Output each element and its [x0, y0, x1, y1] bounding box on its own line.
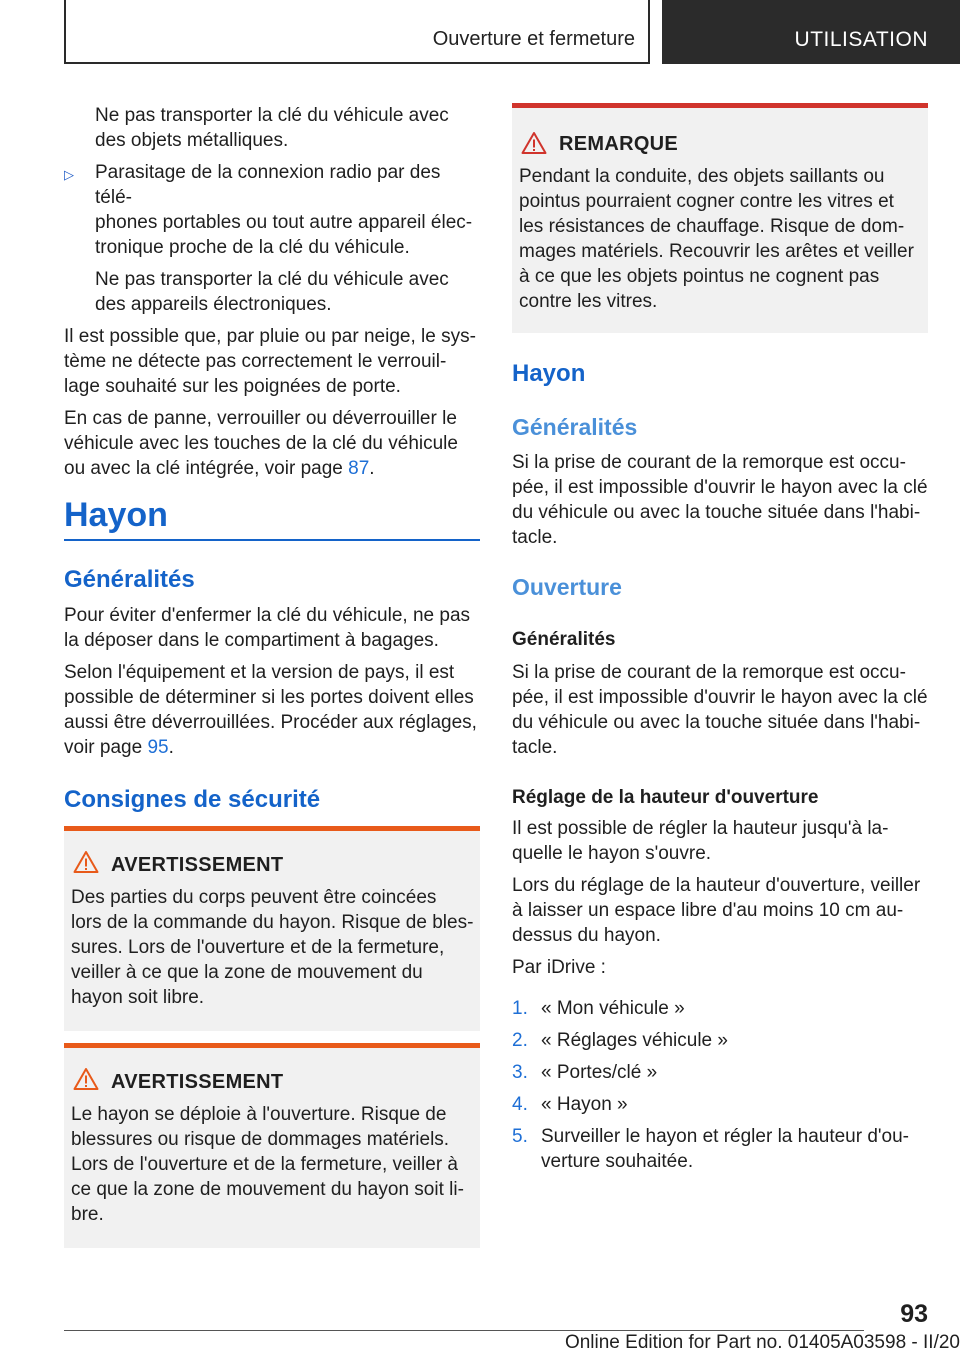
footer-edition: Online Edition for Part no. 01405A03598 - II/20 [564, 1332, 960, 1353]
warning-triangle-icon [73, 1067, 99, 1091]
text-line: phones portables ou tout autre appareil élec- [95, 212, 473, 233]
text-line: à ce que les objets pointus ne cognent pas [519, 266, 880, 287]
text-line: Surveiller le hayon et régler la hauteur d'ou- [541, 1126, 910, 1147]
step-number: 1. [512, 998, 528, 1019]
text-line: sures. Lors de l'ouverture et de la fermeture, [71, 937, 445, 958]
header-frame-right [648, 0, 650, 64]
step-text: « Réglages véhicule » [541, 1030, 728, 1051]
text-line: Ne pas transporter la clé du véhicule avec [95, 269, 449, 290]
text-line: tacle. [512, 737, 558, 758]
text-segment: ou avec la clé intégrée, voir page [64, 458, 349, 479]
text-line: hayon soit libre. [71, 987, 205, 1008]
idrive-steps-list [512, 996, 928, 1174]
text-line: aussi être déverrouillées. Procéder aux réglages, [64, 712, 477, 733]
text-line: Si la prise de courant de la remorque est occu- [512, 452, 906, 473]
step-number: 3. [512, 1062, 528, 1083]
warning-triangle-icon [73, 850, 99, 874]
text-line: la déposer dans le compartiment à bagages. [64, 630, 439, 651]
text-line: Ne pas transporter la clé du véhicule avec [95, 105, 449, 126]
warning-text [71, 1102, 476, 1227]
page-number: 93 [900, 1300, 928, 1328]
text-line: veiller à ce que la zone de mouvement du [71, 962, 423, 983]
text-line: dessus du hayon. [512, 925, 661, 946]
warning-box-bar [64, 1043, 480, 1048]
note-title: REMARQUE [559, 133, 679, 155]
header-section-title: Ouverture et fermeture [432, 28, 635, 50]
list-item [512, 996, 928, 1021]
text-line: tronique proche de la clé du véhicule. [95, 237, 410, 258]
text-line: contre les vitres. [519, 291, 658, 312]
footer-rule [64, 1330, 864, 1331]
section-heading-rule [64, 539, 480, 541]
text-segment: . [168, 737, 174, 758]
text-line: Si la prise de courant de la remorque est occu- [512, 662, 906, 683]
bullet-item [64, 160, 480, 260]
subsubheading-reglage: Réglage de la hauteur d'ouverture [512, 787, 819, 808]
text-segment: voir page [64, 737, 148, 758]
text-line: Lors du réglage de la hauteur d'ouverture, veiller [512, 875, 921, 896]
text-line: mages matériels. Recouvrir les arêtes et veiller [519, 241, 914, 262]
left-intro-text [64, 103, 480, 481]
text-line [64, 456, 480, 481]
text-line: pée, il est impossible d'ouvrir le hayon avec la clé [512, 687, 928, 708]
text-line: ce que la zone de mouvement du hayon soit li- [71, 1179, 464, 1200]
step-text: « Mon véhicule » [541, 998, 685, 1019]
warning-box-bar [64, 826, 480, 831]
text-line: bre. [71, 1204, 104, 1225]
text-segment: . [369, 458, 375, 479]
warning-triangle-icon [521, 131, 547, 155]
section-heading-hayon: Hayon [64, 496, 168, 534]
subheading-generalites: Généralités [64, 566, 195, 593]
text-line: lors de la commande du hayon. Risque de bles- [71, 912, 474, 933]
text-line: Parasitage de la connexion radio par des télé- [95, 162, 441, 208]
step-text: « Hayon » [541, 1094, 628, 1115]
note-box [512, 103, 928, 333]
text-line: les résistances de chauffage. Risque de dom- [519, 216, 905, 237]
list-item [512, 1124, 928, 1174]
subsubheading-generalites: Généralités [512, 629, 616, 650]
text-line: des objets métalliques. [95, 130, 289, 151]
step-number: 4. [512, 1094, 528, 1115]
bullet-triangle-icon: ▷ [64, 167, 74, 182]
text-line: verture souhaitée. [541, 1151, 694, 1172]
warning-box-2 [64, 1043, 480, 1248]
text-line: possible de déterminer si les portes doivent elles [64, 687, 474, 708]
subheading-hayon: Hayon [512, 360, 586, 387]
text-line: lage souhaité sur les poignées de porte. [64, 376, 401, 397]
list-item [512, 1060, 928, 1085]
warning-text [71, 885, 476, 1010]
page-link-95[interactable]: 95 [147, 737, 169, 758]
generalites-text [64, 603, 480, 760]
text-line: du véhicule ou avec la touche située dans l'habi- [512, 712, 921, 733]
text-line: pée, il est impossible d'ouvrir le hayon avec la clé [512, 477, 928, 498]
text-line [64, 735, 480, 760]
text-line: Pour éviter d'enfermer la clé du véhicule, ne pas [64, 605, 471, 626]
text-line: tacle. [512, 527, 558, 548]
note-text [519, 164, 924, 314]
subheading-ouverture: Ouverture [512, 574, 622, 600]
text-line: Des parties du corps peuvent être coincées [71, 887, 437, 908]
header-chapter-label: UTILISATION [794, 28, 928, 51]
text-line: Il est possible de régler la hauteur jusqu'à la- [512, 818, 889, 839]
text-line: véhicule avec les touches de la clé du véhicule [64, 433, 458, 454]
text-line: du véhicule ou avec la touche située dans l'habi- [512, 502, 921, 523]
step-text: « Portes/clé » [541, 1062, 658, 1083]
step-number: 5. [512, 1126, 528, 1147]
text-line: tème ne détecte pas correctement le verrouil- [64, 351, 447, 372]
list-item [512, 1092, 928, 1117]
list-item [512, 1028, 928, 1053]
step-number: 2. [512, 1030, 528, 1051]
warning-box-1 [64, 826, 480, 1031]
header-frame-bottom [64, 62, 650, 64]
text-line: Lors de l'ouverture et de la fermeture, veiller à [71, 1154, 458, 1175]
text-line: Pendant la conduite, des objets saillants ou [519, 166, 885, 187]
ouverture-text [512, 660, 928, 760]
text-line: à laisser un espace libre d'au moins 10 cm au- [512, 900, 904, 921]
text-line: des appareils électroniques. [95, 294, 332, 315]
text-line: Par iDrive : [512, 957, 606, 978]
header-frame-left [64, 0, 66, 64]
text-line: En cas de panne, verrouiller ou déverrouiller le [64, 408, 457, 429]
text-line: pointus pourraient cogner contre les vitres et [519, 191, 894, 212]
reglage-text [512, 816, 928, 980]
hayon-generalites-text [512, 450, 928, 550]
warning-title: AVERTISSEMENT [111, 854, 284, 876]
warning-title: AVERTISSEMENT [111, 1071, 284, 1093]
text-line: blessures ou risque de dommages matériels. [71, 1129, 450, 1150]
note-box-bar [512, 103, 928, 108]
page-link-87[interactable]: 87 [348, 458, 370, 479]
subheading-generalites-right: Généralités [512, 414, 638, 440]
text-line: Le hayon se déploie à l'ouverture. Risque de [71, 1104, 447, 1125]
subheading-consignes: Consignes de sécurité [64, 786, 321, 813]
text-line: quelle le hayon s'ouvre. [512, 843, 712, 864]
text-line: Selon l'équipement et la version de pays, il est [64, 662, 455, 683]
text-line: Il est possible que, par pluie ou par neige, le sys- [64, 326, 476, 347]
